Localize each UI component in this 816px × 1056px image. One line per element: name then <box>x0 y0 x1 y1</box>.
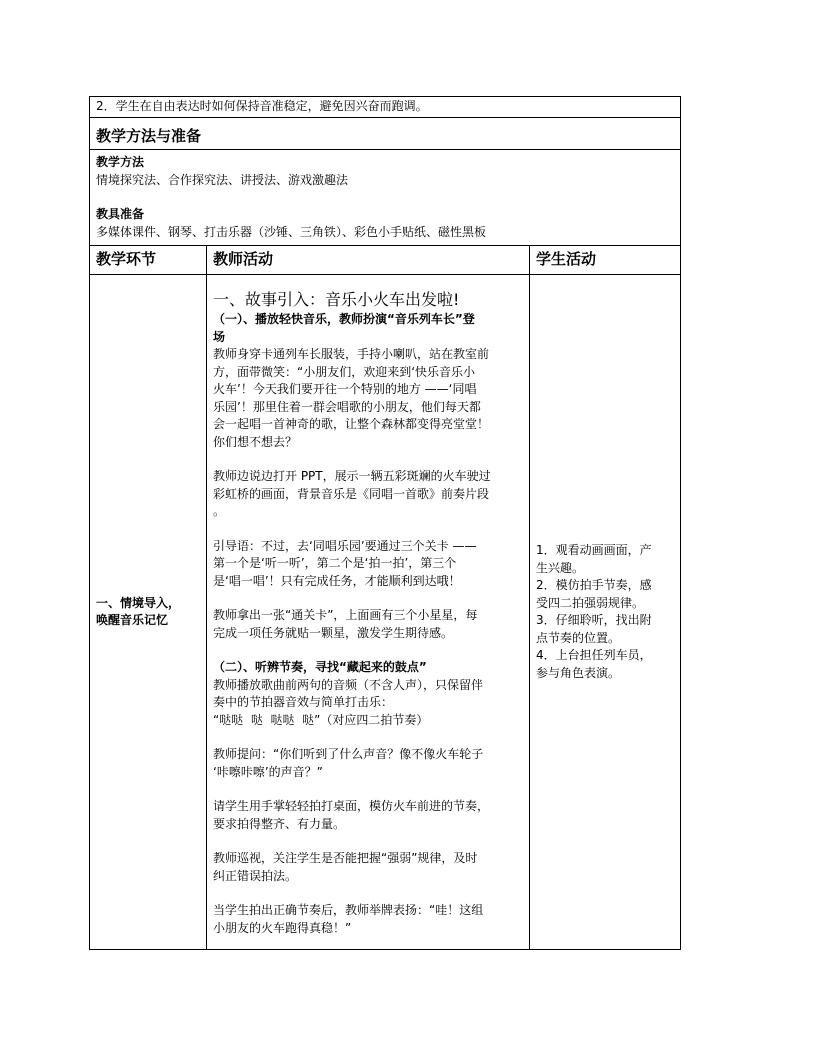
table-header-row <box>90 246 681 275</box>
teacher-paragraph-line: 乐园’！那里住着一群会唱歌的小朋友，他们每天都 <box>213 399 481 414</box>
student-activity-line: 生兴趣。 <box>536 560 585 575</box>
stage-label-line1: 一、情境导入， <box>96 595 181 610</box>
teacher-paragraph-line: 教师播放歌曲前两句的音频（不含人声），只保留伴 <box>213 677 484 692</box>
spacer <box>213 521 523 538</box>
spacer <box>213 729 523 746</box>
spacer <box>213 833 523 850</box>
focus-text: 2．学生在自由表达时如何保持音准稳定，避免因兴奋而跑调。 <box>96 99 428 114</box>
teacher-paragraph-line: 教师提问：“你们听到了什么声音？像不像火车轮子 <box>213 747 484 761</box>
teacher-paragraph-line: 火车’！今天我们要开往一个特别的地方 ——‘同唱 <box>213 382 477 396</box>
methods-content-row <box>90 150 681 246</box>
teacher-paragraph-line: 方，面带微笑：“小朋友们，欢迎来到‘快乐音乐小 <box>213 364 476 379</box>
methods-title-cell <box>90 118 681 150</box>
teacher-paragraph-line: 小朋友的火车跑得真稳！” <box>213 920 352 935</box>
teacher-activity-cell <box>207 275 530 950</box>
teacher-paragraph-line: “哒哒 哒 哒哒 哒”（对应四二拍节奏） <box>213 712 429 727</box>
student-activity-line: 点节奏的位置。 <box>536 630 621 645</box>
student-activity-line: 3．仔细聆听，找出附 <box>536 613 652 627</box>
stage-row <box>90 275 681 950</box>
spacer <box>96 189 674 206</box>
spacer <box>213 781 523 798</box>
header-stage: 教学环节 <box>90 246 207 275</box>
teacher-paragraph-line: 第一个是‘听一听’，第二个是‘拍一拍’，第三个 <box>213 556 457 570</box>
teacher-paragraph-line: 教师身穿卡通列车长服装，手持小喇叭，站在教室前 <box>213 347 490 361</box>
stage-label-line2: 唤醒音乐记忆 <box>96 613 169 627</box>
teacher-paragraph-line: 当学生拍出正确节奏后，教师举牌表扬：“哇！这组 <box>213 903 484 917</box>
header-teacher: 教师活动 <box>207 246 530 275</box>
spacer <box>213 590 523 607</box>
methods-title-row <box>90 118 681 150</box>
focus-cell <box>90 97 681 118</box>
student-activity-line: 4．上台担任列车员， <box>536 648 652 662</box>
spacer <box>213 642 523 659</box>
teacher-paragraph-line: 彩虹桥的画面，背景音乐是《同唱一首歌》前奏片段 <box>213 486 490 501</box>
teacher-paragraph-line: 是‘唱一唱’！只有完成任务，才能顺利到达哦！ <box>213 573 461 588</box>
teacher-subheading-1-cont: 场 <box>213 329 226 344</box>
spacer <box>213 885 523 902</box>
teacher-paragraph-line: 纠正错误拍法。 <box>213 868 298 883</box>
teacher-paragraph-line: 教师拿出一张“通关卡”，上面画有三个小星星，每 <box>213 608 478 622</box>
teacher-paragraph-line: 完成一项任务就贴一颗星，激发学生期待感。 <box>213 625 454 640</box>
teacher-paragraph-line: 你们想不想去？ <box>213 434 298 449</box>
teacher-paragraph-line: 会一起唱一首神奇的歌，让整个森林都变得亮堂堂！ <box>213 417 490 431</box>
student-activity-line: 2．模仿拍手节奏，感 <box>536 578 652 592</box>
methods-content-cell <box>90 150 681 246</box>
teacher-paragraph-line: 教师边说边打开 PPT，展示一辆五彩斑斓的火车驶过 <box>213 469 491 483</box>
student-activity-line: 1．观看动画画面，产 <box>536 543 652 557</box>
teacher-subheading-2: （二）、听辨节奏，寻找“藏起来的鼓点” <box>213 660 427 674</box>
student-activity-line: 受四二拍强弱规律。 <box>536 595 645 610</box>
teacher-paragraph-line: 教师巡视，关注学生是否能把握“强弱”规律，及时 <box>213 851 478 865</box>
lesson-plan-page <box>89 96 680 950</box>
teacher-paragraph-line: 请学生用手掌轻轻拍打桌面，模仿火车前进的节奏， <box>213 799 490 813</box>
header-student: 学生活动 <box>530 246 681 275</box>
teacher-paragraph-line: 。 <box>213 504 226 518</box>
spacer <box>213 451 523 468</box>
teacher-paragraph-line: 奏中的节拍器音效与简单打击乐： <box>213 695 394 709</box>
focus-row <box>90 97 681 118</box>
teacher-paragraph-line: 引导语：不过，去‘同唱乐园’要通过三个关卡 —— <box>213 538 477 553</box>
teacher-subheading-1: （一）、播放轻快音乐，教师扮演“音乐列车长”登 <box>213 312 475 326</box>
methods-label: 教学方法 <box>96 155 145 169</box>
student-activity-line: 参与角色表演。 <box>536 665 621 680</box>
stage-cell <box>90 275 207 950</box>
tools-label: 教具准备 <box>96 207 145 221</box>
teacher-paragraph-line: ‘咔嚓咔嚓’的声音？” <box>213 764 323 779</box>
tools-text: 多媒体课件、钢琴、打击乐器（沙锤、三角铁）、彩色小手贴纸、磁性黑板 <box>96 224 487 239</box>
teacher-paragraph-line: 要求拍得整齐、有力量。 <box>213 816 346 831</box>
methods-section-title: 教学方法与准备 <box>96 126 202 145</box>
teacher-heading: 一、故事引入：音乐小火车出发啦! <box>213 290 460 309</box>
methods-text: 情境探究法、合作探究法、讲授法、游戏激趣法 <box>96 172 349 187</box>
student-activity-cell <box>530 275 681 950</box>
lesson-plan-table <box>89 96 681 950</box>
